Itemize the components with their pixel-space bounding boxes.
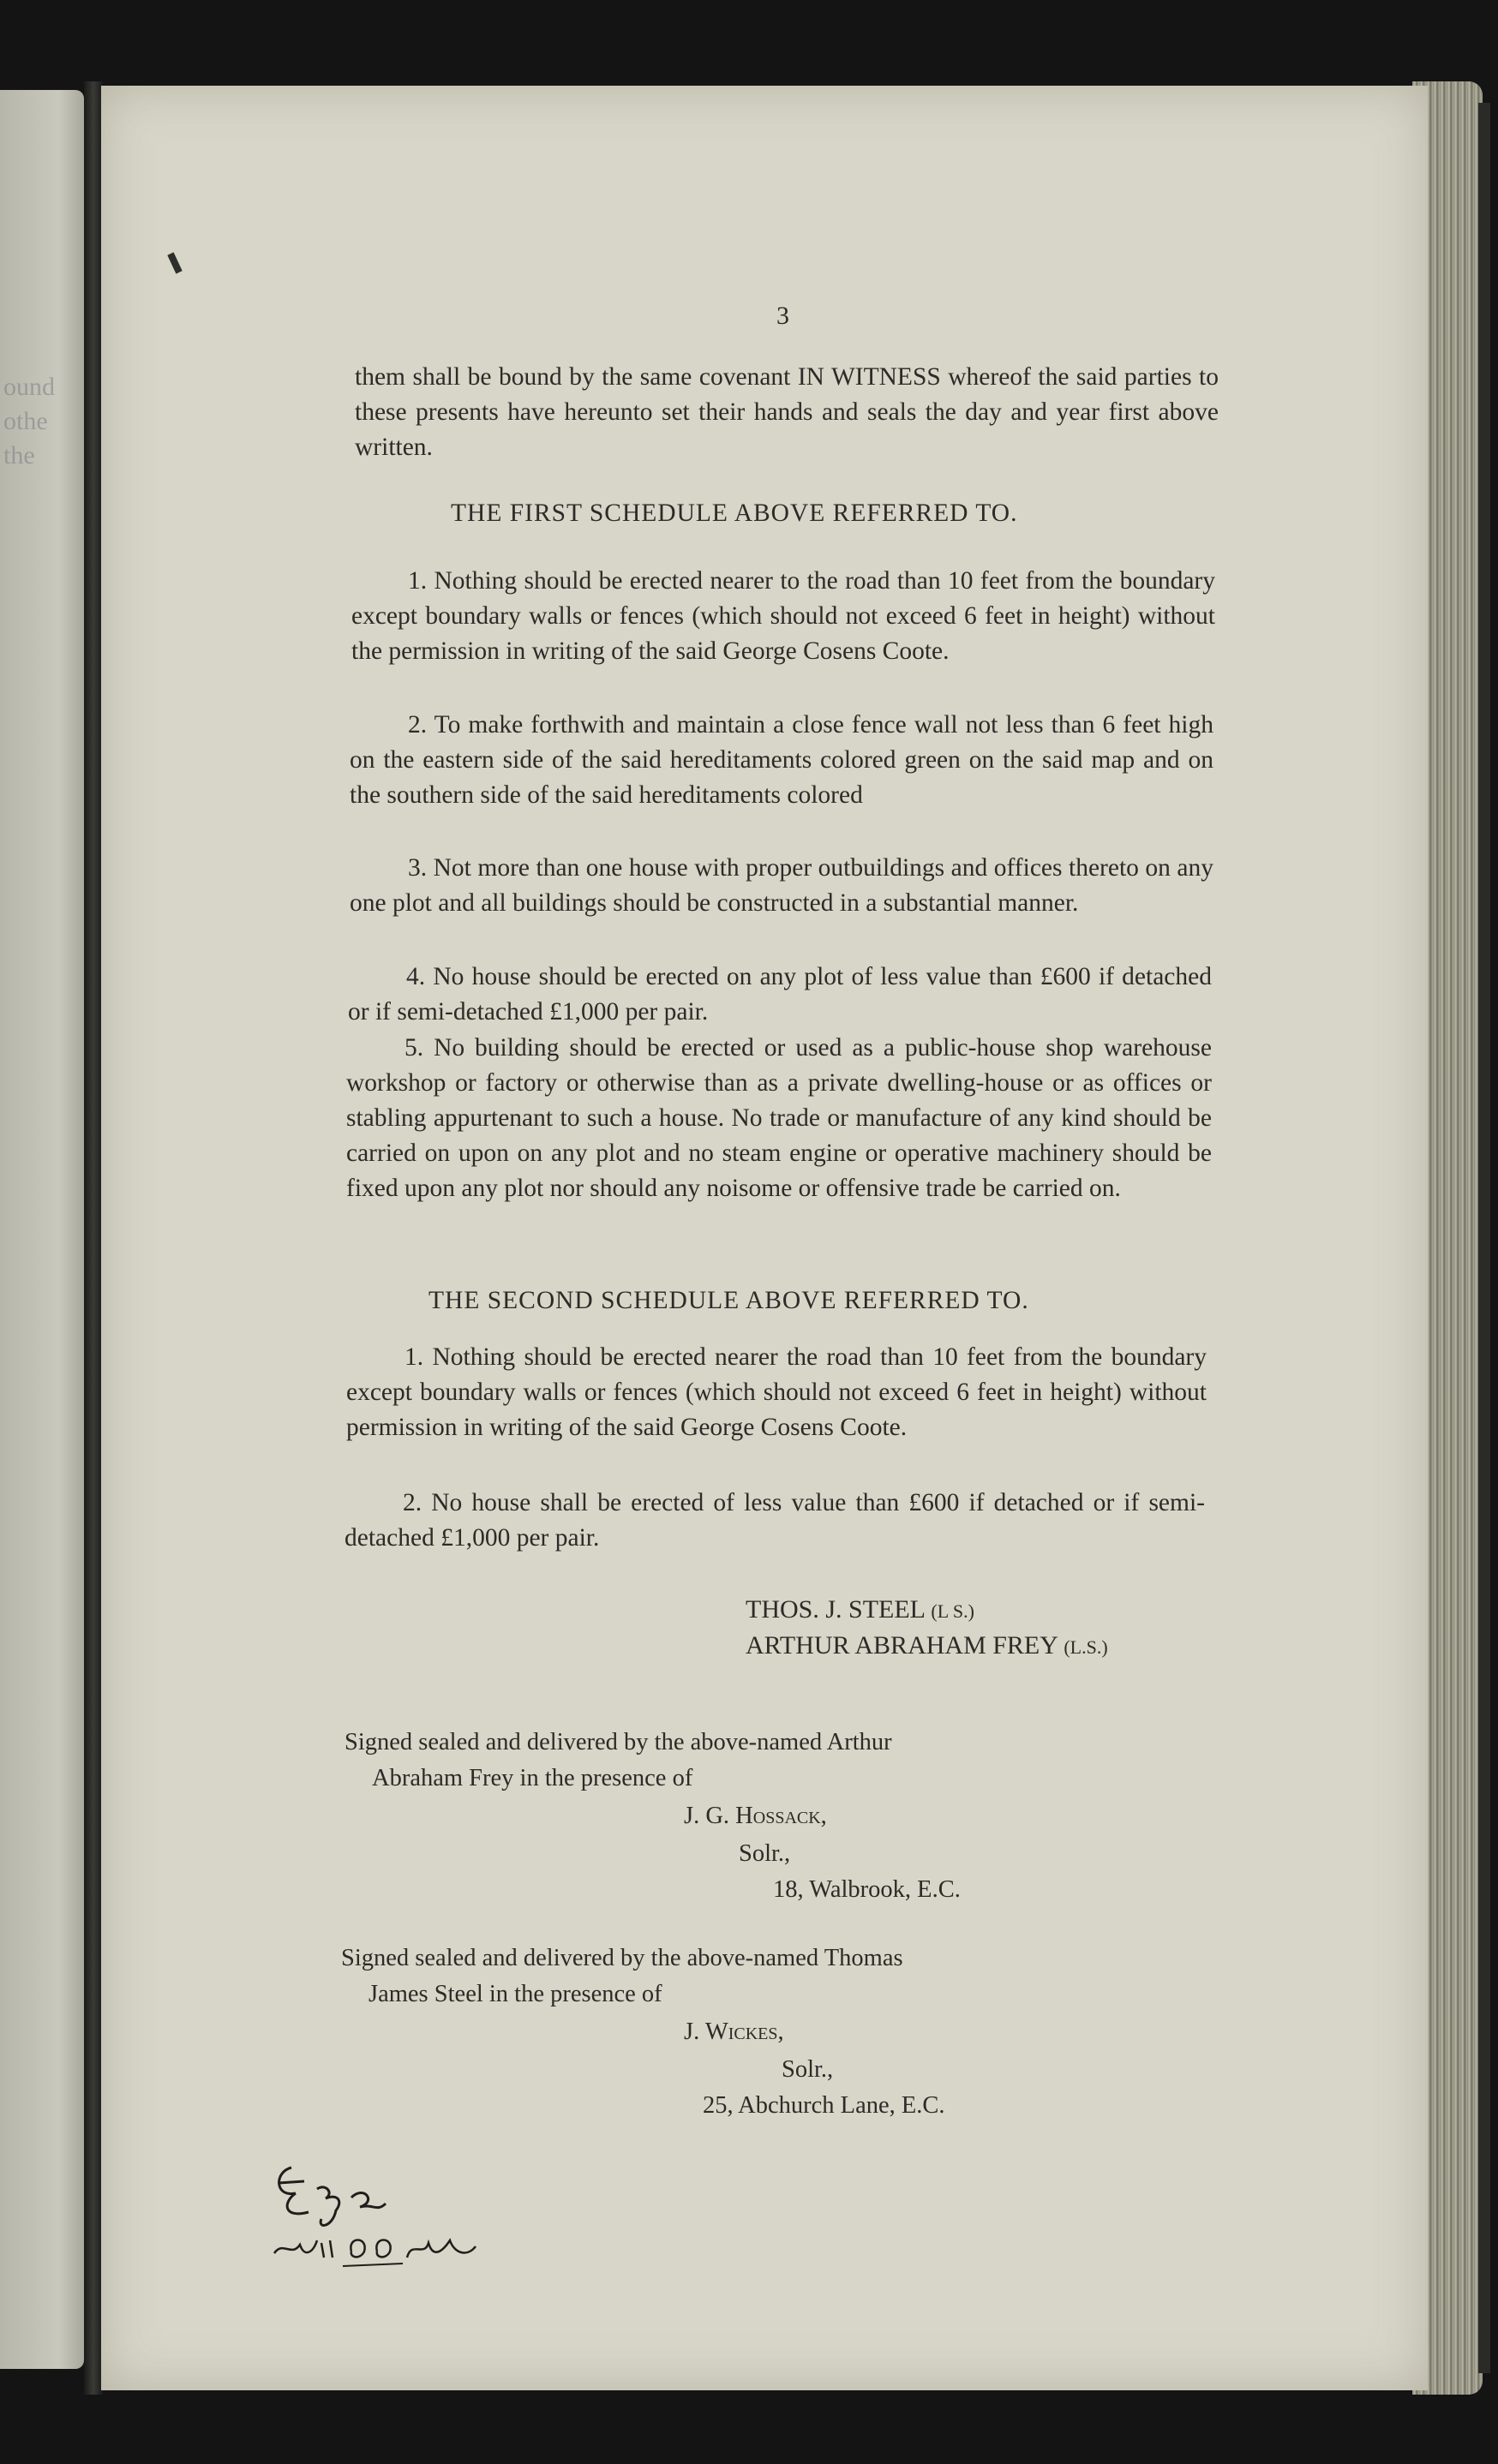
witness-hossack-title: Solr., [739, 1840, 791, 1867]
attestation-steel-line2: James Steel in the presence of [369, 1981, 662, 2007]
first-schedule-item-1: 1. Nothing should be erected nearer to the road than 10 feet from the boundary except boundary walls or fences (which should not exceed 6 feet in height) without the permission in writing of the said George Cosens Coote. [351, 567, 1215, 665]
handwritten-margin-note [257, 2150, 488, 2279]
witness-wickes-address: 25, Abchurch Lane, E.C. [703, 2092, 945, 2119]
second-schedule-heading: THE SECOND SCHEDULE ABOVE REFERRED TO. [428, 1287, 1029, 1314]
attestation-steel-line1: Signed sealed and delivered by the above-named Thomas [341, 1945, 903, 1971]
bleed-through-text: ound [3, 373, 55, 401]
first-schedule-item-2: 2. To make forthwith and maintain a close fence wall not less than 6 feet high on the eastern side of the said hereditaments colored green on the said map and on the southern side of the said hereditaments colored [350, 711, 1213, 809]
seal-mark: (L S.) [931, 1600, 974, 1622]
first-schedule-heading: THE FIRST SCHEDULE ABOVE REFERRED TO. [451, 499, 1018, 527]
witness-hossack: J. G. Hossack, [684, 1803, 827, 1829]
signatory-frey [746, 1628, 1108, 1666]
signatory-steel [746, 1592, 974, 1630]
attestation-frey-line1: Signed sealed and delivered by the above-named Arthur [345, 1729, 892, 1755]
witness-wickes-title: Solr., [782, 2056, 834, 2083]
bleed-through-text: othe [3, 407, 48, 435]
attestation-frey-line2: Abraham Frey in the presence of [372, 1765, 693, 1791]
book-gutter [84, 81, 103, 2395]
page-number: 3 [776, 302, 789, 330]
witness-hossack-address: 18, Walbrook, E.C. [773, 1876, 961, 1903]
opening-paragraph: them shall be bound by the same covenant IN WITNESS whereof the said parties to these presents have hereunto set their hands and seals the day and year first above written. [355, 363, 1219, 461]
signatory-name: THOS. J. STEEL [746, 1595, 925, 1624]
first-schedule-item-5: 5. No building should be erected or used as a public-house shop warehouse workshop or factory or otherwise than as a private dwelling-house or as offices or stabling appurtenant to such a house. No trade or manufacture of any kind should be carried on upon on any plot and no steam engine or operative machinery should be fixed upon any plot nor should any noisome or offensive trade be carried on. [346, 1034, 1212, 1202]
book-cover-edge [1478, 103, 1490, 2373]
first-schedule-item-3: 3. Not more than one house with proper outbuildings and offices thereto on any one plot and all buildings should be constructed in a substantial manner. [350, 854, 1213, 917]
first-schedule-item-4: 4. No house should be erected on any plot of less value than £600 if detached or if semi-detached £1,000 per pair. [348, 963, 1212, 1026]
witness-wickes: J. Wickes, [684, 2018, 784, 2045]
bleed-through-text: the [3, 441, 35, 469]
second-schedule-item-1: 1. Nothing should be erected nearer the road than 10 feet from the boundary except boundary walls or fences (which should not exceed 6 feet in height) without permission in writing of the said George Cosens Coote. [346, 1343, 1207, 1441]
second-schedule-item-2: 2. No house shall be erected of less value than £600 if detached or if semi-detached £1,000 per pair. [345, 1489, 1205, 1552]
signatory-name: ARTHUR ABRAHAM FREY [746, 1631, 1058, 1660]
seal-mark: (L.S.) [1064, 1636, 1108, 1658]
facing-page-edge [0, 90, 84, 2369]
